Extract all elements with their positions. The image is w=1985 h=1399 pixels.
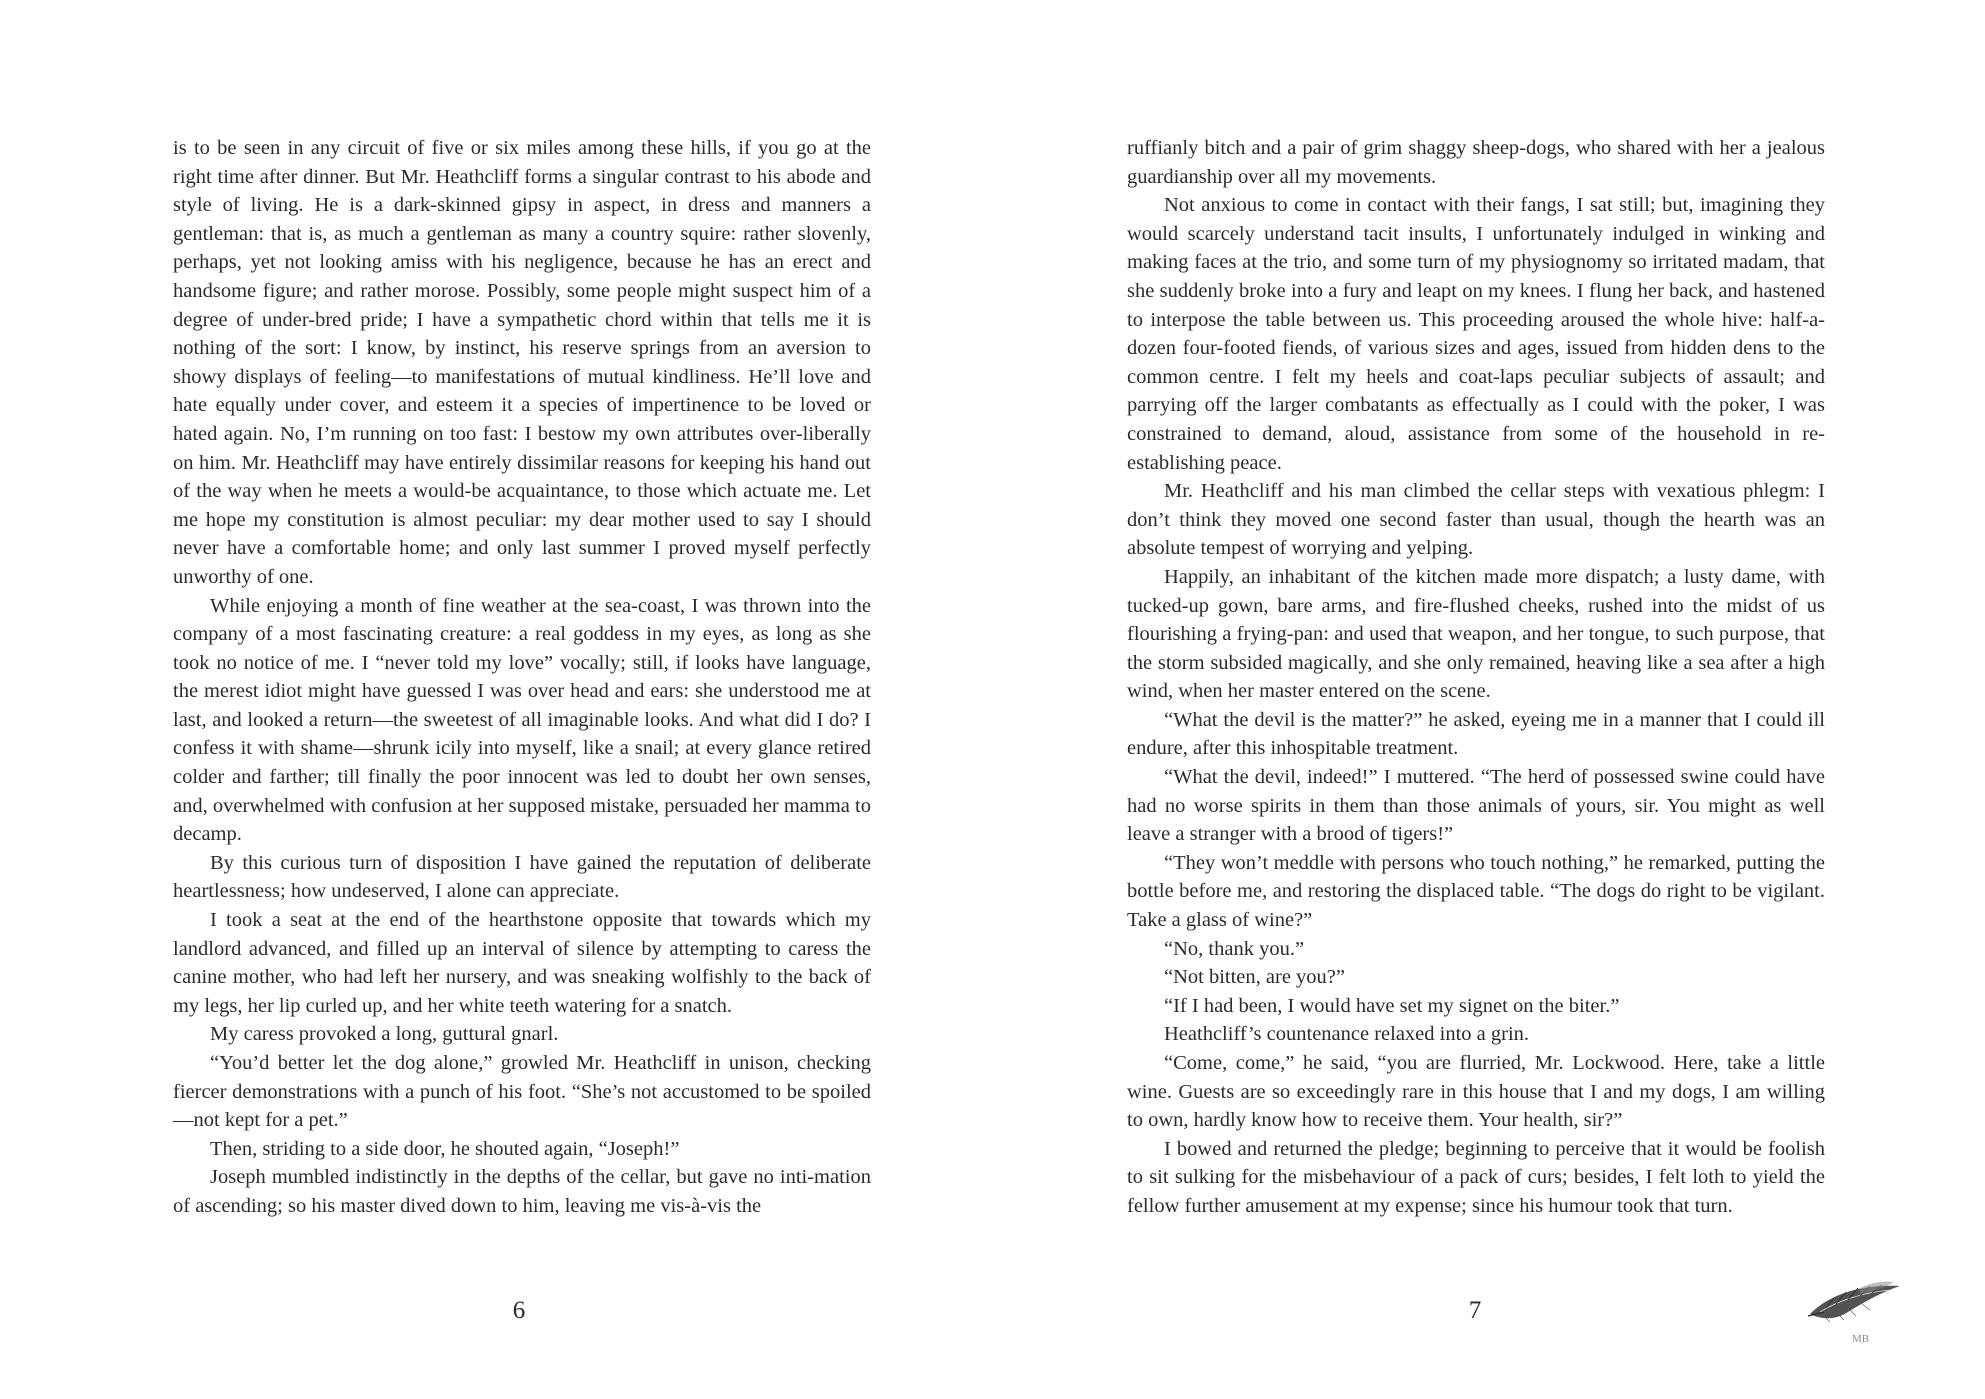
paragraph: While enjoying a month of fine weather at the sea-coast, I was thrown into the company of a most fascinating creature: a real goddess in my eyes, as long as she took no notice of me. I “never told my love” vocally; still, if looks have language, the merest idiot might have guessed I was over head and ears: she understood me at last, and looked a return—the sweetest of all imaginable looks. And what did I do? I confess it with shame—shrunk icily into myself, like a snail; at every glance retired colder and farther; till finally the poor innocent was led to doubt her own senses, and, overwhelmed with confusion at her supposed mistake, persuaded her mamma to decamp.	[173, 594, 871, 846]
paragraph: “You’d better let the dog alone,” growled Mr. Heathcliff in unison, checking fiercer demonstrations with a punch of his foot. “She’s not accustomed to be spoiled—not kept for a pet.”	[173, 1052, 871, 1132]
feather-vane	[1810, 1281, 1900, 1322]
paragraph: My caress provoked a long, guttural gnarl.	[210, 1023, 559, 1046]
paragraph: “What the devil is the matter?” he asked, eyeing me in a manner that I could ill endure, after this inhospitable treatment.	[1127, 708, 1825, 760]
paragraph: “If I had been, I would have set my signet on the biter.”	[1164, 994, 1620, 1017]
paragraph: Mr. Heathcliff and his man climbed the cellar steps with vexatious phlegm: I don’t think they moved one second faster than usual, though the hearth was an absolute tempest of worrying and yelping.	[1127, 480, 1825, 560]
paragraph: Then, striding to a side door, he shouted again, “Joseph!”	[210, 1137, 680, 1160]
paragraph: Joseph mumbled indistinctly in the depths of the cellar, but gave no inti-mation of ascending; so his master dived down to him, leaving me vis-à-vis the	[173, 1166, 871, 1217]
paragraph: Happily, an inhabitant of the kitchen made more dispatch; a lusty dame, with tucked-up gown, bare arms, and fire-flushed cheeks, rushed into the midst of us flourishing a frying-pan: and used that weapon, and her tongue, to such purpose, that the storm subsided magically, and she only remained, heaving like a sea after a high wind, when her master entered on the scene.	[1127, 565, 1825, 703]
feather-initials: MB	[1852, 1333, 1870, 1345]
page-number-left: 6	[512, 1297, 526, 1324]
paragraph: “What the devil, indeed!” I muttered. “The herd of possessed swine could have had no worse spirits in them than those animals of yours, sir. You might as well leave a stranger with a brood of tigers!”	[1127, 766, 1825, 846]
paragraph: “Come, come,” he said, “you are flurried, Mr. Lockwood. Here, take a little wine. Guests are so exceedingly rare in this house that I and my dogs, I am willing to own, hardly know how to receive them. Your health, sir?”	[1127, 1052, 1825, 1132]
left-page-text	[173, 134, 871, 1221]
paragraph: is to be seen in any circuit of five or six miles among these hills, if you go at the right time after dinner. But Mr. Heathcliff forms a singular contrast to his abode and style of living. He is a dark-skinned gipsy in aspect, in dress and manners a gentleman: that is, as much a gentleman as many a country squire: rather slovenly, perhaps, yet not looking amiss with his negligence, because he has an erect and handsome figure; and rather morose. Possibly, some people might suspect him of a degree of under-bred pride; I have a sympathetic chord within that tells me it is nothing of the sort: I know, by instinct, his reserve springs from an aversion to showy displays of feeling—to manifestations of mutual kindliness. He’ll love and hate equally under cover, and esteem it a species of impertinence to be loved or hated again. No, I’m running on too fast: I bestow my own attributes over-liberally on him. Mr. Heathcliff may have entirely dissimilar reasons for keeping his hand out of the way when he meets a would-be acquaintance, to those which actuate me. Let me hope my constitution is almost peculiar: my dear mother used to say I should never have a comfortable home; and only last summer I proved myself perfectly unworthy of one.	[173, 137, 871, 588]
paragraph: “Not bitten, are you?”	[1164, 966, 1346, 989]
paragraph: I took a seat at the end of the hearthstone opposite that towards which my landlord advanced, and filled up an interval of silence by attempting to caress the canine mother, who had left her nursery, and was sneaking wolfishly to the back of my legs, her lip curled up, and her white teeth watering for a snatch.	[173, 909, 871, 1017]
paragraph: ruffianly bitch and a pair of grim shaggy sheep-dogs, who shared with her a jealous guardianship over all my movements.	[1127, 137, 1825, 188]
right-page-text	[1127, 134, 1825, 1221]
paragraph: By this curious turn of disposition I have gained the reputation of deliberate heartlessness; how undeserved, I alone can appreciate.	[173, 851, 871, 903]
paragraph: Heathcliff’s countenance relaxed into a grin.	[1164, 1023, 1530, 1046]
paragraph: “No, thank you.”	[1164, 937, 1305, 960]
paragraph: I bowed and returned the pledge; beginning to perceive that it would be foolish to sit sulking for the misbehaviour of a pack of curs; besides, I felt loth to yield the fellow further amusement at my expense; since his humour took that turn.	[1127, 1137, 1825, 1217]
paragraph: Not anxious to come in contact with their fangs, I sat still; but, imagining they would scarcely understand tacit insults, I unfortunately indulged in winking and making faces at the trio, and some turn of my physiognomy so irritated madam, that she suddenly broke into a fury and leapt on my knees. I flung her back, and hastened to interpose the table between us. This proceeding aroused the whole hive: half-a-dozen four-footed fiends, of various sizes and ages, issued from hidden dens to the common centre. I felt my heels and coat-laps peculiar subjects of assault; and parrying off the larger combatants as effectually as I could with the poker, I was constrained to demand, aloud, assistance from some of the household in re-establishing peace.	[1127, 194, 1825, 474]
paragraph: “They won’t meddle with persons who touch nothing,” he remarked, putting the bottle before me, and restoring the displaced table. “The dogs do right to be vigilant. Take a glass of wine?”	[1127, 851, 1825, 932]
feather-illustration-icon	[1806, 1262, 1906, 1352]
page-number-right: 7	[1468, 1297, 1482, 1324]
